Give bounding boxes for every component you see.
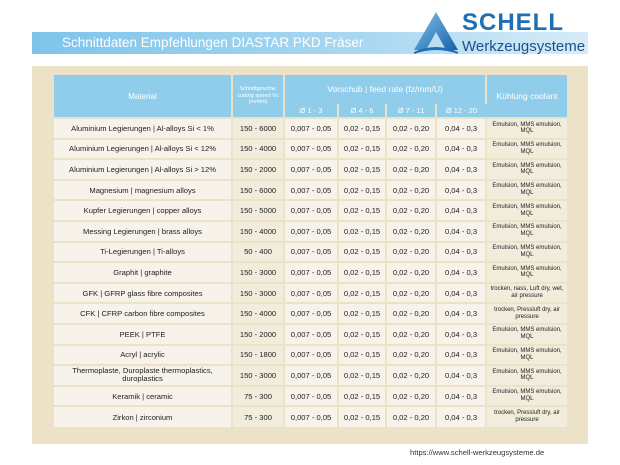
table-row [54, 180, 567, 201]
cell-feed-d7-11: 0,02 - 0,20 [386, 118, 436, 139]
cell-feed-d7-11: 0,02 - 0,20 [386, 324, 436, 345]
cell-feed-d4-6: 0,02 - 0,15 [338, 262, 386, 283]
cell-coolant: trocken, nass, Luft dry, wet, air pressure [486, 283, 567, 304]
table-row [54, 242, 567, 263]
table-row [54, 406, 567, 427]
cell-feed-d12-20: 0,04 - 0,3 [436, 139, 486, 160]
cell-feed-d1-3: 0,007 - 0,05 [284, 365, 338, 386]
cell-cutting-speed: 150 - 3000 [232, 283, 284, 304]
cell-feed-d7-11: 0,02 - 0,20 [386, 221, 436, 242]
cell-feed-d1-3: 0,007 - 0,05 [284, 345, 338, 366]
cell-feed-d12-20: 0,04 - 0,3 [436, 200, 486, 221]
cell-coolant: Emulsion, MMS emulsion, MQL [486, 365, 567, 386]
cell-feed-d12-20: 0,04 - 0,3 [436, 262, 486, 283]
cell-feed-d12-20: 0,04 - 0,3 [436, 118, 486, 139]
cell-coolant: Emulsion, MMS emulsion, MQL [486, 324, 567, 345]
cell-material: CFK | CFRP carbon fibre composites [54, 303, 232, 324]
cell-material: Keramik | ceramic [54, 386, 232, 407]
cell-feed-d1-3: 0,007 - 0,05 [284, 324, 338, 345]
table-row [54, 139, 567, 160]
table-row [54, 365, 567, 386]
cell-cutting-speed: 150 - 3000 [232, 262, 284, 283]
table-row [54, 283, 567, 304]
cell-cutting-speed: 150 - 3000 [232, 365, 284, 386]
cell-feed-d7-11: 0,02 - 0,20 [386, 283, 436, 304]
header-coolant: Kühlung coolant [486, 75, 567, 118]
cell-material: Acryl | acrylic [54, 345, 232, 366]
cell-feed-d1-3: 0,007 - 0,05 [284, 180, 338, 201]
cell-feed-d7-11: 0,02 - 0,20 [386, 386, 436, 407]
cell-material: Aluminium Legierungen | Al-alloys Si < 1% [54, 118, 232, 139]
cell-coolant: Emulsion, MMS emulsion, MQL [486, 200, 567, 221]
cell-material: Zirkon | zirconium [54, 406, 232, 427]
cell-cutting-speed: 150 - 5000 [232, 200, 284, 221]
cell-feed-d1-3: 0,007 - 0,05 [284, 118, 338, 139]
cell-feed-d12-20: 0,04 - 0,3 [436, 221, 486, 242]
cell-feed-d7-11: 0,02 - 0,20 [386, 242, 436, 263]
cell-feed-d4-6: 0,02 - 0,15 [338, 303, 386, 324]
cell-feed-d7-11: 0,02 - 0,20 [386, 406, 436, 427]
cell-material: Messing Legierungen | brass alloys [54, 221, 232, 242]
table-body [54, 118, 567, 427]
cell-feed-d7-11: 0,02 - 0,20 [386, 365, 436, 386]
cell-feed-d4-6: 0,02 - 0,15 [338, 283, 386, 304]
header-diameter: Ø 12 - 20 [436, 104, 486, 118]
cutting-data-table [54, 75, 567, 427]
cell-material: Aluminium Legierungen | Al-alloys Si < 12% [54, 139, 232, 160]
header-diameter: Ø 1 - 3 [284, 104, 338, 118]
cell-cutting-speed: 150 - 4000 [232, 139, 284, 160]
cell-feed-d1-3: 0,007 - 0,05 [284, 262, 338, 283]
logo-name: SCHELL [462, 9, 564, 36]
header-diameter: Ø 7 - 11 [386, 104, 436, 118]
footer-url[interactable]: https://www.schell-werkzeugsysteme.de [410, 448, 545, 457]
table-row [54, 262, 567, 283]
logo-subtitle: Werkzeugsysteme [462, 38, 586, 55]
cell-coolant: Emulsion, MMS emulsion, MQL [486, 180, 567, 201]
cell-coolant: Emulsion, MMS emulsion, MQL [486, 118, 567, 139]
cell-material: Kupfer Legierungen | copper alloys [54, 200, 232, 221]
cell-cutting-speed: 150 - 4000 [232, 303, 284, 324]
table-row [54, 118, 567, 139]
cell-feed-d7-11: 0,02 - 0,20 [386, 262, 436, 283]
cell-feed-d12-20: 0,04 - 0,3 [436, 303, 486, 324]
cell-cutting-speed: 50 - 400 [232, 242, 284, 263]
cell-feed-d12-20: 0,04 - 0,3 [436, 345, 486, 366]
cell-material: Ti-Legierungen | Ti-alloys [54, 242, 232, 263]
cell-coolant: Emulsion, MMS emulsion, MQL [486, 139, 567, 160]
cell-feed-d4-6: 0,02 - 0,15 [338, 406, 386, 427]
table-row [54, 386, 567, 407]
table-row [54, 221, 567, 242]
cell-feed-d7-11: 0,02 - 0,20 [386, 303, 436, 324]
cell-cutting-speed: 150 - 6000 [232, 118, 284, 139]
table-row [54, 303, 567, 324]
cell-feed-d1-3: 0,007 - 0,05 [284, 406, 338, 427]
cell-feed-d4-6: 0,02 - 0,15 [338, 242, 386, 263]
cell-feed-d7-11: 0,02 - 0,20 [386, 180, 436, 201]
cell-coolant: Emulsion, MMS emulsion, MQL [486, 386, 567, 407]
cell-feed-d7-11: 0,02 - 0,20 [386, 139, 436, 160]
cell-material: Graphit | graphite [54, 262, 232, 283]
cell-material: Thermoplaste, Duroplaste thermoplastics, duroplastics [54, 365, 232, 386]
cell-feed-d1-3: 0,007 - 0,05 [284, 242, 338, 263]
cell-material: GFK | GFRP glass fibre composites [54, 283, 232, 304]
brand-logo [410, 8, 586, 60]
cell-cutting-speed: 75 - 300 [232, 386, 284, 407]
cell-feed-d7-11: 0,02 - 0,20 [386, 200, 436, 221]
cell-feed-d4-6: 0,02 - 0,15 [338, 159, 386, 180]
table-row [54, 324, 567, 345]
cell-feed-d4-6: 0,02 - 0,15 [338, 386, 386, 407]
schell-logo-icon [410, 8, 462, 56]
cell-feed-d1-3: 0,007 - 0,05 [284, 221, 338, 242]
page-title: Schnittdaten Empfehlungen DIASTAR PKD Fräser [62, 35, 364, 50]
cell-feed-d4-6: 0,02 - 0,15 [338, 365, 386, 386]
cell-feed-d12-20: 0,04 - 0,3 [436, 324, 486, 345]
cell-cutting-speed: 150 - 2000 [232, 324, 284, 345]
cell-coolant: Emulsion, MMS emulsion, MQL [486, 345, 567, 366]
cell-coolant: Emulsion, MMS emulsion, MQL [486, 242, 567, 263]
cell-feed-d4-6: 0,02 - 0,15 [338, 180, 386, 201]
header-speed: Schnittgeschw. cutting speed Vc (m/min) [232, 75, 284, 118]
cell-coolant: trocken, Pressluft dry, air pressure [486, 406, 567, 427]
header-diameter: Ø 4 - 6 [338, 104, 386, 118]
cell-coolant: Emulsion, MMS emulsion, MQL [486, 262, 567, 283]
cell-material: Magnesium | magnesium alloys [54, 180, 232, 201]
cell-feed-d12-20: 0,04 - 0,3 [436, 386, 486, 407]
cell-cutting-speed: 150 - 2000 [232, 159, 284, 180]
cell-feed-d1-3: 0,007 - 0,05 [284, 200, 338, 221]
cell-cutting-speed: 150 - 4000 [232, 221, 284, 242]
table-row [54, 200, 567, 221]
cell-cutting-speed: 75 - 300 [232, 406, 284, 427]
cell-coolant: trocken, Pressluft dry, air pressure [486, 303, 567, 324]
cell-material: Aluminium Legierungen | Al-alloys Si > 12% [54, 159, 232, 180]
cell-feed-d12-20: 0,04 - 0,3 [436, 242, 486, 263]
cell-feed-d4-6: 0,02 - 0,15 [338, 139, 386, 160]
cell-feed-d1-3: 0,007 - 0,05 [284, 283, 338, 304]
data-panel [32, 66, 588, 444]
cell-feed-d7-11: 0,02 - 0,20 [386, 345, 436, 366]
cell-feed-d4-6: 0,02 - 0,15 [338, 221, 386, 242]
cell-feed-d1-3: 0,007 - 0,05 [284, 386, 338, 407]
cell-coolant: Emulsion, MMS emulsion, MQL [486, 221, 567, 242]
cell-cutting-speed: 150 - 1800 [232, 345, 284, 366]
cell-feed-d12-20: 0,04 - 0,3 [436, 159, 486, 180]
cell-material: PEEK | PTFE [54, 324, 232, 345]
cell-feed-d12-20: 0,04 - 0,3 [436, 180, 486, 201]
header-feed: Vorschub | feed rate (fz/mm/U) [284, 75, 486, 104]
cell-feed-d4-6: 0,02 - 0,15 [338, 200, 386, 221]
cell-feed-d4-6: 0,02 - 0,15 [338, 324, 386, 345]
cell-feed-d12-20: 0,04 - 0,3 [436, 406, 486, 427]
cell-feed-d4-6: 0,02 - 0,15 [338, 345, 386, 366]
cell-feed-d1-3: 0,007 - 0,05 [284, 303, 338, 324]
cell-feed-d4-6: 0,02 - 0,15 [338, 118, 386, 139]
cell-feed-d12-20: 0,04 - 0,3 [436, 365, 486, 386]
cell-feed-d7-11: 0,02 - 0,20 [386, 159, 436, 180]
cell-feed-d1-3: 0,007 - 0,05 [284, 159, 338, 180]
header-material: Material [54, 75, 232, 118]
table-row [54, 345, 567, 366]
cell-cutting-speed: 150 - 6000 [232, 180, 284, 201]
cell-coolant: Emulsion, MMS emulsion, MQL [486, 159, 567, 180]
table-row [54, 159, 567, 180]
cell-feed-d12-20: 0,04 - 0,3 [436, 283, 486, 304]
cell-feed-d1-3: 0,007 - 0,05 [284, 139, 338, 160]
